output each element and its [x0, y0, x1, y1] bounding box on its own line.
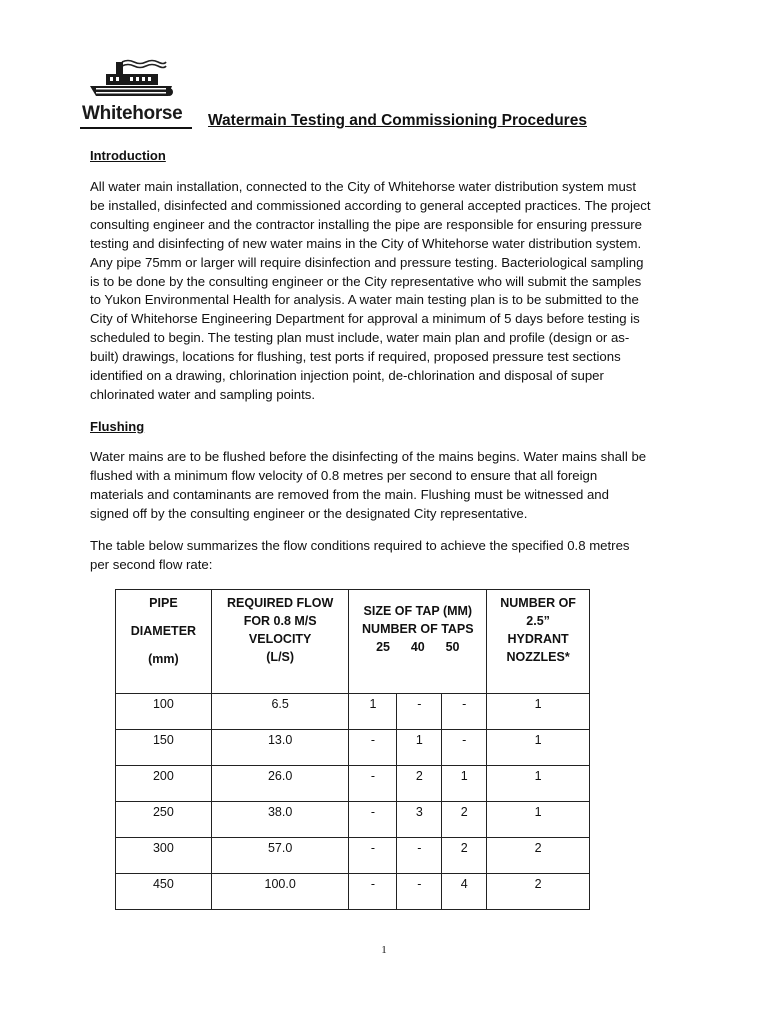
- header-line: NUMBER OF: [500, 596, 576, 610]
- tap-40-cell: -: [397, 694, 442, 730]
- tap-40-cell: -: [397, 838, 442, 874]
- flushing-paragraph: [90, 448, 690, 524]
- tap-25-cell: -: [349, 766, 397, 802]
- pipe-diameter-header: [116, 590, 212, 694]
- tap-40-cell: 2: [397, 766, 442, 802]
- table-row: [116, 766, 590, 802]
- table-row: [116, 802, 590, 838]
- introduction-heading: Introduction: [90, 148, 166, 163]
- hydrant-nozzles-header: [487, 590, 590, 694]
- pipe-diameter-cell: 250: [116, 802, 212, 838]
- tap-25-cell: -: [349, 802, 397, 838]
- required-flow-header: [211, 590, 349, 694]
- tap-25-cell: -: [349, 874, 397, 910]
- paragraph-line: be installed, disinfected and commissioned according to general accepted practices. The project: [90, 197, 651, 213]
- paragraph-line: flushed with a minimum flow velocity of 0.8 metres per second to ensure that all foreign: [90, 467, 598, 483]
- header-line: NOZZLES*: [506, 650, 570, 664]
- pipe-diameter-cell: 300: [116, 838, 212, 874]
- paragraph-line: City of Whitehorse Engineering Department for approval a minimum of 5 days before testing is: [90, 311, 640, 327]
- tap-size-25: 25: [376, 640, 391, 654]
- logo-divider: [80, 127, 192, 129]
- paragraph-line: Any pipe 75mm or larger will require disinfection and pressure testing. Bacteriological sampling: [90, 254, 644, 270]
- required-flow-cell: 38.0: [211, 802, 349, 838]
- tap-40-cell: 3: [397, 802, 442, 838]
- tap-size-40: 40: [410, 640, 425, 654]
- tap-50-cell: 2: [442, 802, 487, 838]
- pipe-diameter-cell: 150: [116, 730, 212, 766]
- paragraph-line: built) drawings, locations for flushing, test ports if required, proposed pressure test sections: [90, 349, 621, 365]
- tap-40-cell: 1: [397, 730, 442, 766]
- paragraph-line: materials and contaminants are removed from the main. Flushing must be witnessed and: [90, 486, 609, 502]
- paragraph-line: chlorinated water and sampling points.: [90, 386, 316, 402]
- required-flow-cell: 100.0: [211, 874, 349, 910]
- table-intro-paragraph: [90, 537, 690, 575]
- header-line: HYDRANT: [507, 632, 569, 646]
- header-line: REQUIRED FLOW: [227, 596, 334, 610]
- hydrant-nozzles-cell: 2: [487, 838, 590, 874]
- tap-25-cell: 1: [349, 694, 397, 730]
- paragraph-line: identified on a drawing, chlorination injection point, de-chlorination and disposal of super: [90, 368, 604, 384]
- header-line: SIZE OF TAP (MM): [363, 604, 473, 618]
- pipe-diameter-cell: 450: [116, 874, 212, 910]
- tap-50-cell: 2: [442, 838, 487, 874]
- hydrant-nozzles-cell: 1: [487, 730, 590, 766]
- required-flow-cell: 26.0: [211, 766, 349, 802]
- logo-wordmark: Whitehorse: [82, 103, 183, 124]
- table-row: [116, 838, 590, 874]
- header-line: 2.5”: [526, 614, 550, 628]
- hydrant-nozzles-cell: 1: [487, 802, 590, 838]
- tap-size-header: [349, 590, 487, 694]
- required-flow-cell: 6.5: [211, 694, 349, 730]
- paragraph-line: consulting engineer and the contractor installing the pipe are responsible for ensuring pressure: [90, 216, 643, 232]
- header-line: PIPE: [149, 596, 178, 610]
- header-line: (mm): [148, 652, 179, 666]
- hydrant-nozzles-cell: 1: [487, 766, 590, 802]
- tap-25-cell: -: [349, 730, 397, 766]
- required-flow-cell: 57.0: [211, 838, 349, 874]
- header-line: DIAMETER: [130, 624, 197, 638]
- header-line: FOR 0.8 M/S: [243, 614, 317, 628]
- tap-40-cell: -: [397, 874, 442, 910]
- pipe-diameter-cell: 100: [116, 694, 212, 730]
- paragraph-line: The table below summarizes the flow conditions required to achieve the specified 0.8 metres: [90, 538, 630, 553]
- paragraph-line: to Yukon Environmental Health for analysis. A water main testing plan is to be submitted to the: [90, 292, 639, 308]
- hydrant-nozzles-cell: 1: [487, 694, 590, 730]
- tap-50-cell: -: [442, 694, 487, 730]
- paragraph-line: per second flow rate:: [90, 556, 213, 572]
- required-flow-cell: 13.0: [211, 730, 349, 766]
- flow-conditions-table: [115, 589, 590, 910]
- paragraph-line: is to be done by the consulting engineer or the City representative who will submit the samples: [90, 273, 642, 289]
- header-line: NUMBER OF TAPS: [362, 622, 474, 636]
- paragraph-line: scheduled to begin. The testing plan must include, water main plan and profile (design or as-: [90, 330, 630, 346]
- paragraph-line: signed off by the consulting engineer or the designated City representative.: [90, 505, 528, 521]
- hydrant-nozzles-cell: 2: [487, 874, 590, 910]
- tap-50-cell: -: [442, 730, 487, 766]
- tap-50-cell: 4: [442, 874, 487, 910]
- page-number: 1: [381, 944, 387, 956]
- paragraph-line: All water main installation, connected to the City of Whitehorse water distribution system must: [90, 179, 637, 194]
- table-row: [116, 730, 590, 766]
- tap-size-50: 50: [445, 640, 460, 654]
- header-line: (L/S): [266, 650, 295, 664]
- tap-sizes-line: [349, 638, 486, 656]
- table-header-row: [116, 590, 590, 694]
- page-title: Watermain Testing and Commissioning Procedures: [208, 112, 587, 129]
- tap-25-cell: -: [349, 838, 397, 874]
- header-line: VELOCITY: [248, 632, 312, 646]
- flushing-heading: Flushing: [90, 419, 145, 434]
- table-row: [116, 694, 590, 730]
- pipe-diameter-cell: 200: [116, 766, 212, 802]
- tap-50-cell: 1: [442, 766, 487, 802]
- introduction-paragraph: [90, 178, 690, 405]
- paragraph-line: Water mains are to be flushed before the disinfecting of the mains begins. Water mains shall be: [90, 449, 647, 464]
- table-row: [116, 874, 590, 910]
- paragraph-line: testing and disinfecting of new water mains in the City of Whitehorse water distribution system.: [90, 235, 642, 251]
